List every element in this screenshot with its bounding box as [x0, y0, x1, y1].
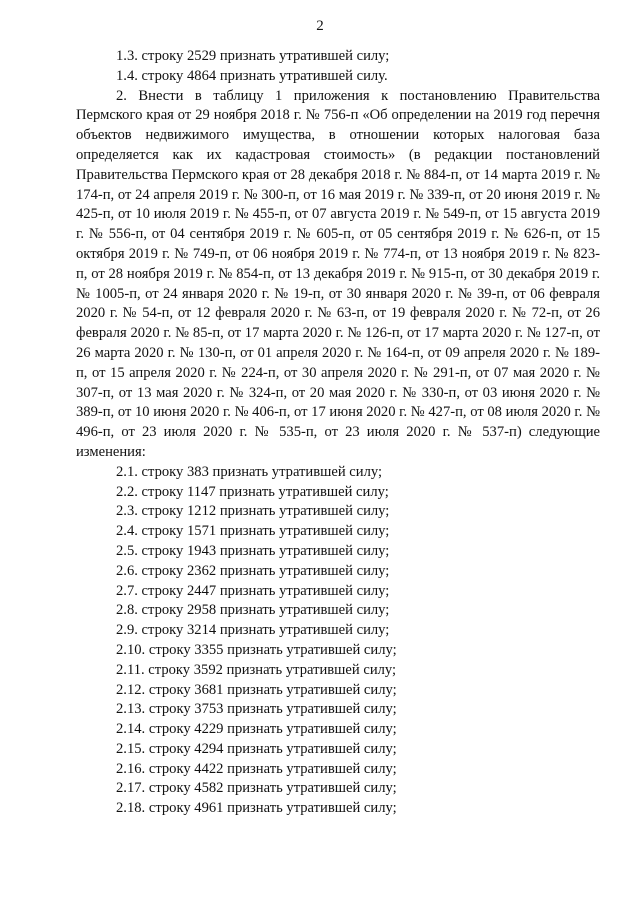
document-body: [76, 47, 600, 819]
list-item: 2.4. строку 1571 признать утратившей силу;: [116, 523, 390, 540]
list-item: 2.6. строку 2362 признать утратившей силу;: [116, 562, 390, 579]
list-item: 2.10. строку 3355 признать утратившей силу;: [116, 641, 397, 658]
list-item: 2.14. строку 4229 признать утратившей силу;: [116, 721, 397, 738]
list-item: 2.17. строку 4582 признать утратившей силу;: [116, 780, 397, 797]
list-item: 2.3. строку 1212 признать утратившей силу;: [116, 503, 390, 520]
list-item: 2.8. строку 2958 признать утратившей силу;: [116, 602, 390, 619]
main-paragraph: 2. Внести в таблицу 1 приложения к постановлению Правительства Пермского края от 29 ноября 2018 г. № 756-п «Об определении на 2019 год перечня объектов недвижимого имущества, в отношении которых налоговая база определяется как их кадастровая стоимость» (в редакции постановлений Правительства Пермского края от 28 декабря 2018 г. № 884-п, от 14 марта 2019 г. № 174-п, от 24 апреля 2019 г. № 300-п, от 16 мая 2019 г. № 339-п, от 20 июня 2019 г. № 425-п, от 10 июля 2019 г. № 455-п, от 07 августа 2019 г. № 549-п, от 15 августа 2019 г. № 556-п, от 04 сентября 2019 г. № 605-п, от 05 сентября 2019 г. № 626-п, от 15 октября 2019 г. № 749-п, от 06 ноября 2019 г. № 774-п, от 13 ноября 2019 г. № 823-п, от 28 ноября 2019 г. № 854-п, от 13 декабря 2019 г. № 915-п, от 30 декабря 2019 г. № 1005-п, от 24 января 2020 г. № 19-п, от 30 января 2020 г. № 39-п, от 06 февраля 2020 г. № 54-п, от 12 февраля 2020 г. № 63-п, от 19 февраля 2020 г. № 72-п, от 26 февраля 2020 г. № 85-п, от 17 марта 2020 г. № 126-п, от 17 марта 2020 г. № 127-п, от 26 марта 2020 г. № 130-п, от 01 апреля 2020 г. № 164-п, от 09 апреля 2020 г. № 189-п, от 15 апреля 2020 г. № 224-п, от 30 апреля 2020 г. № 291-п, от 07 мая 2020 г. № 307-п, от 13 мая 2020 г. № 324-п, от 20 мая 2020 г. № 330-п, от 03 июня 2020 г. № 389-п, от 10 июня 2020 г. № 406-п, от 17 июня 2020 г. № 427-п, от 08 июля 2020 г. № 496-п, от 23 июля 2020 г. № 535-п, от 23 июля 2020 г. № 537-п) следующие изменения:: [76, 87, 600, 460]
list-item: 2.18. строку 4961 признать утратившей силу;: [116, 800, 397, 817]
list-item: 2.12. строку 3681 признать утратившей силу;: [116, 681, 397, 698]
list-item: 1.4. строку 4864 признать утратившей силу.: [116, 67, 388, 84]
list-item: 2.9. строку 3214 признать утратившей силу;: [116, 622, 390, 639]
list-item: 2.11. строку 3592 признать утратившей силу;: [116, 661, 397, 678]
list-item: 2.5. строку 1943 признать утратившей силу;: [116, 542, 390, 559]
list-item: 1.3. строку 2529 признать утратившей силу;: [116, 48, 390, 64]
list-item: 2.13. строку 3753 признать утратившей силу;: [116, 701, 397, 718]
list-item: 2.1. строку 383 признать утратившей силу;: [116, 463, 383, 480]
list-item: 2.15. строку 4294 признать утратившей силу;: [116, 740, 397, 757]
list-item: 2.7. строку 2447 признать утратившей силу;: [116, 582, 390, 599]
list-item: 2.2. строку 1147 признать утратившей силу;: [116, 483, 389, 500]
page-number: 2: [316, 18, 324, 34]
list-item: 2.16. строку 4422 признать утратившей силу;: [116, 760, 397, 777]
